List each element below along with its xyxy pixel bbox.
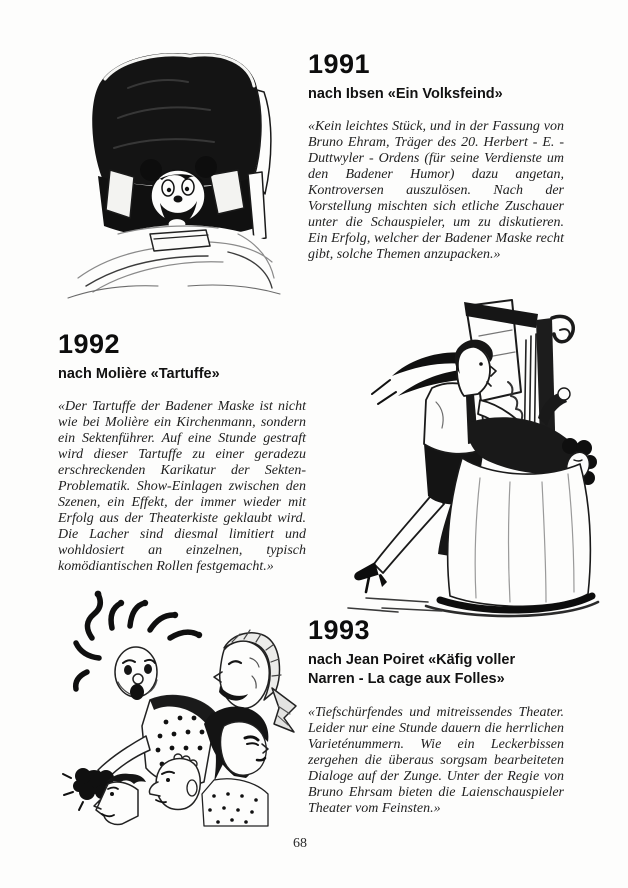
quote-1991: «Kein leichtes Stück, und in der Fassung von Bruno Ehram, Träger des 20. Herbert - E. - Duttwyler - Ordens (für seine Verdienste um den Badener Humor) dazu angetan, Kontroversen auszulösen. Nach der Vorstellung mischten sich etliche Zuschauer unter die Schauspieler, um zu diskutieren. Ein Erfolg, welcher der Badener Maske recht gibt, solche Themen anzupacken.» xyxy=(308,119,564,263)
illustration-1992-struggle-over-table xyxy=(338,296,614,636)
clown-in-trunk-drawing xyxy=(58,46,300,308)
page-number: 68 xyxy=(293,836,307,851)
subtitle-1992: nach Molière «Tartuffe» xyxy=(58,366,220,383)
section-1991 xyxy=(308,50,564,263)
year-heading-1992: 1992 xyxy=(58,329,121,359)
quote-1993: «Tiefschürfendes und mitreissendes Theater. Leider nur eine Stunde dauern die herrlichen Varieténummern. Wie ein Leckerbissen zergehen die überaus sorgsam bearbeiteten Dialoge auf der Zunge. Unter der Regie von Bruno Ehrsam bieten die Laienschauspieler Theater vom Feinsten.» xyxy=(308,704,564,816)
subtitle-1993: nach Jean Poiret «Käfig voller Narren - La cage aux Folles» xyxy=(308,652,516,688)
year-heading-1993: 1993 xyxy=(308,615,371,645)
section-1992 xyxy=(58,330,306,575)
quote-1992: «Der Tartuffe der Badener Maske ist nicht wie bei Molière ein Kirchenmann, sondern ein Sektenführer. Auf eine Stunde gestraft wird dieser Tartuffe zu einer geradezu erschreckenden Karikatur der Sekten-Problematik. Show-Einlagen zwischen den Szenen, ein Effekt, der immer wieder mit Erfolg aus der Theaterkiste geklaubt wird. Die Lacher sind diesmal limitiert und wohldosiert an einzelnen, typisch komödiantischen Rollen festgemacht.» xyxy=(58,399,306,575)
subtitle-1991: nach Ibsen «Ein Volksfeind» xyxy=(308,86,503,103)
woman-face xyxy=(204,706,268,778)
illustration-1993-caricature-faces xyxy=(52,584,300,832)
illustration-1991-clown-in-trunk xyxy=(58,46,300,308)
year-heading-1991: 1991 xyxy=(308,49,371,79)
caricature-faces-drawing xyxy=(52,584,300,832)
section-1993 xyxy=(308,616,564,817)
struggle-over-table-drawing xyxy=(338,296,614,636)
clown-head xyxy=(115,647,157,700)
